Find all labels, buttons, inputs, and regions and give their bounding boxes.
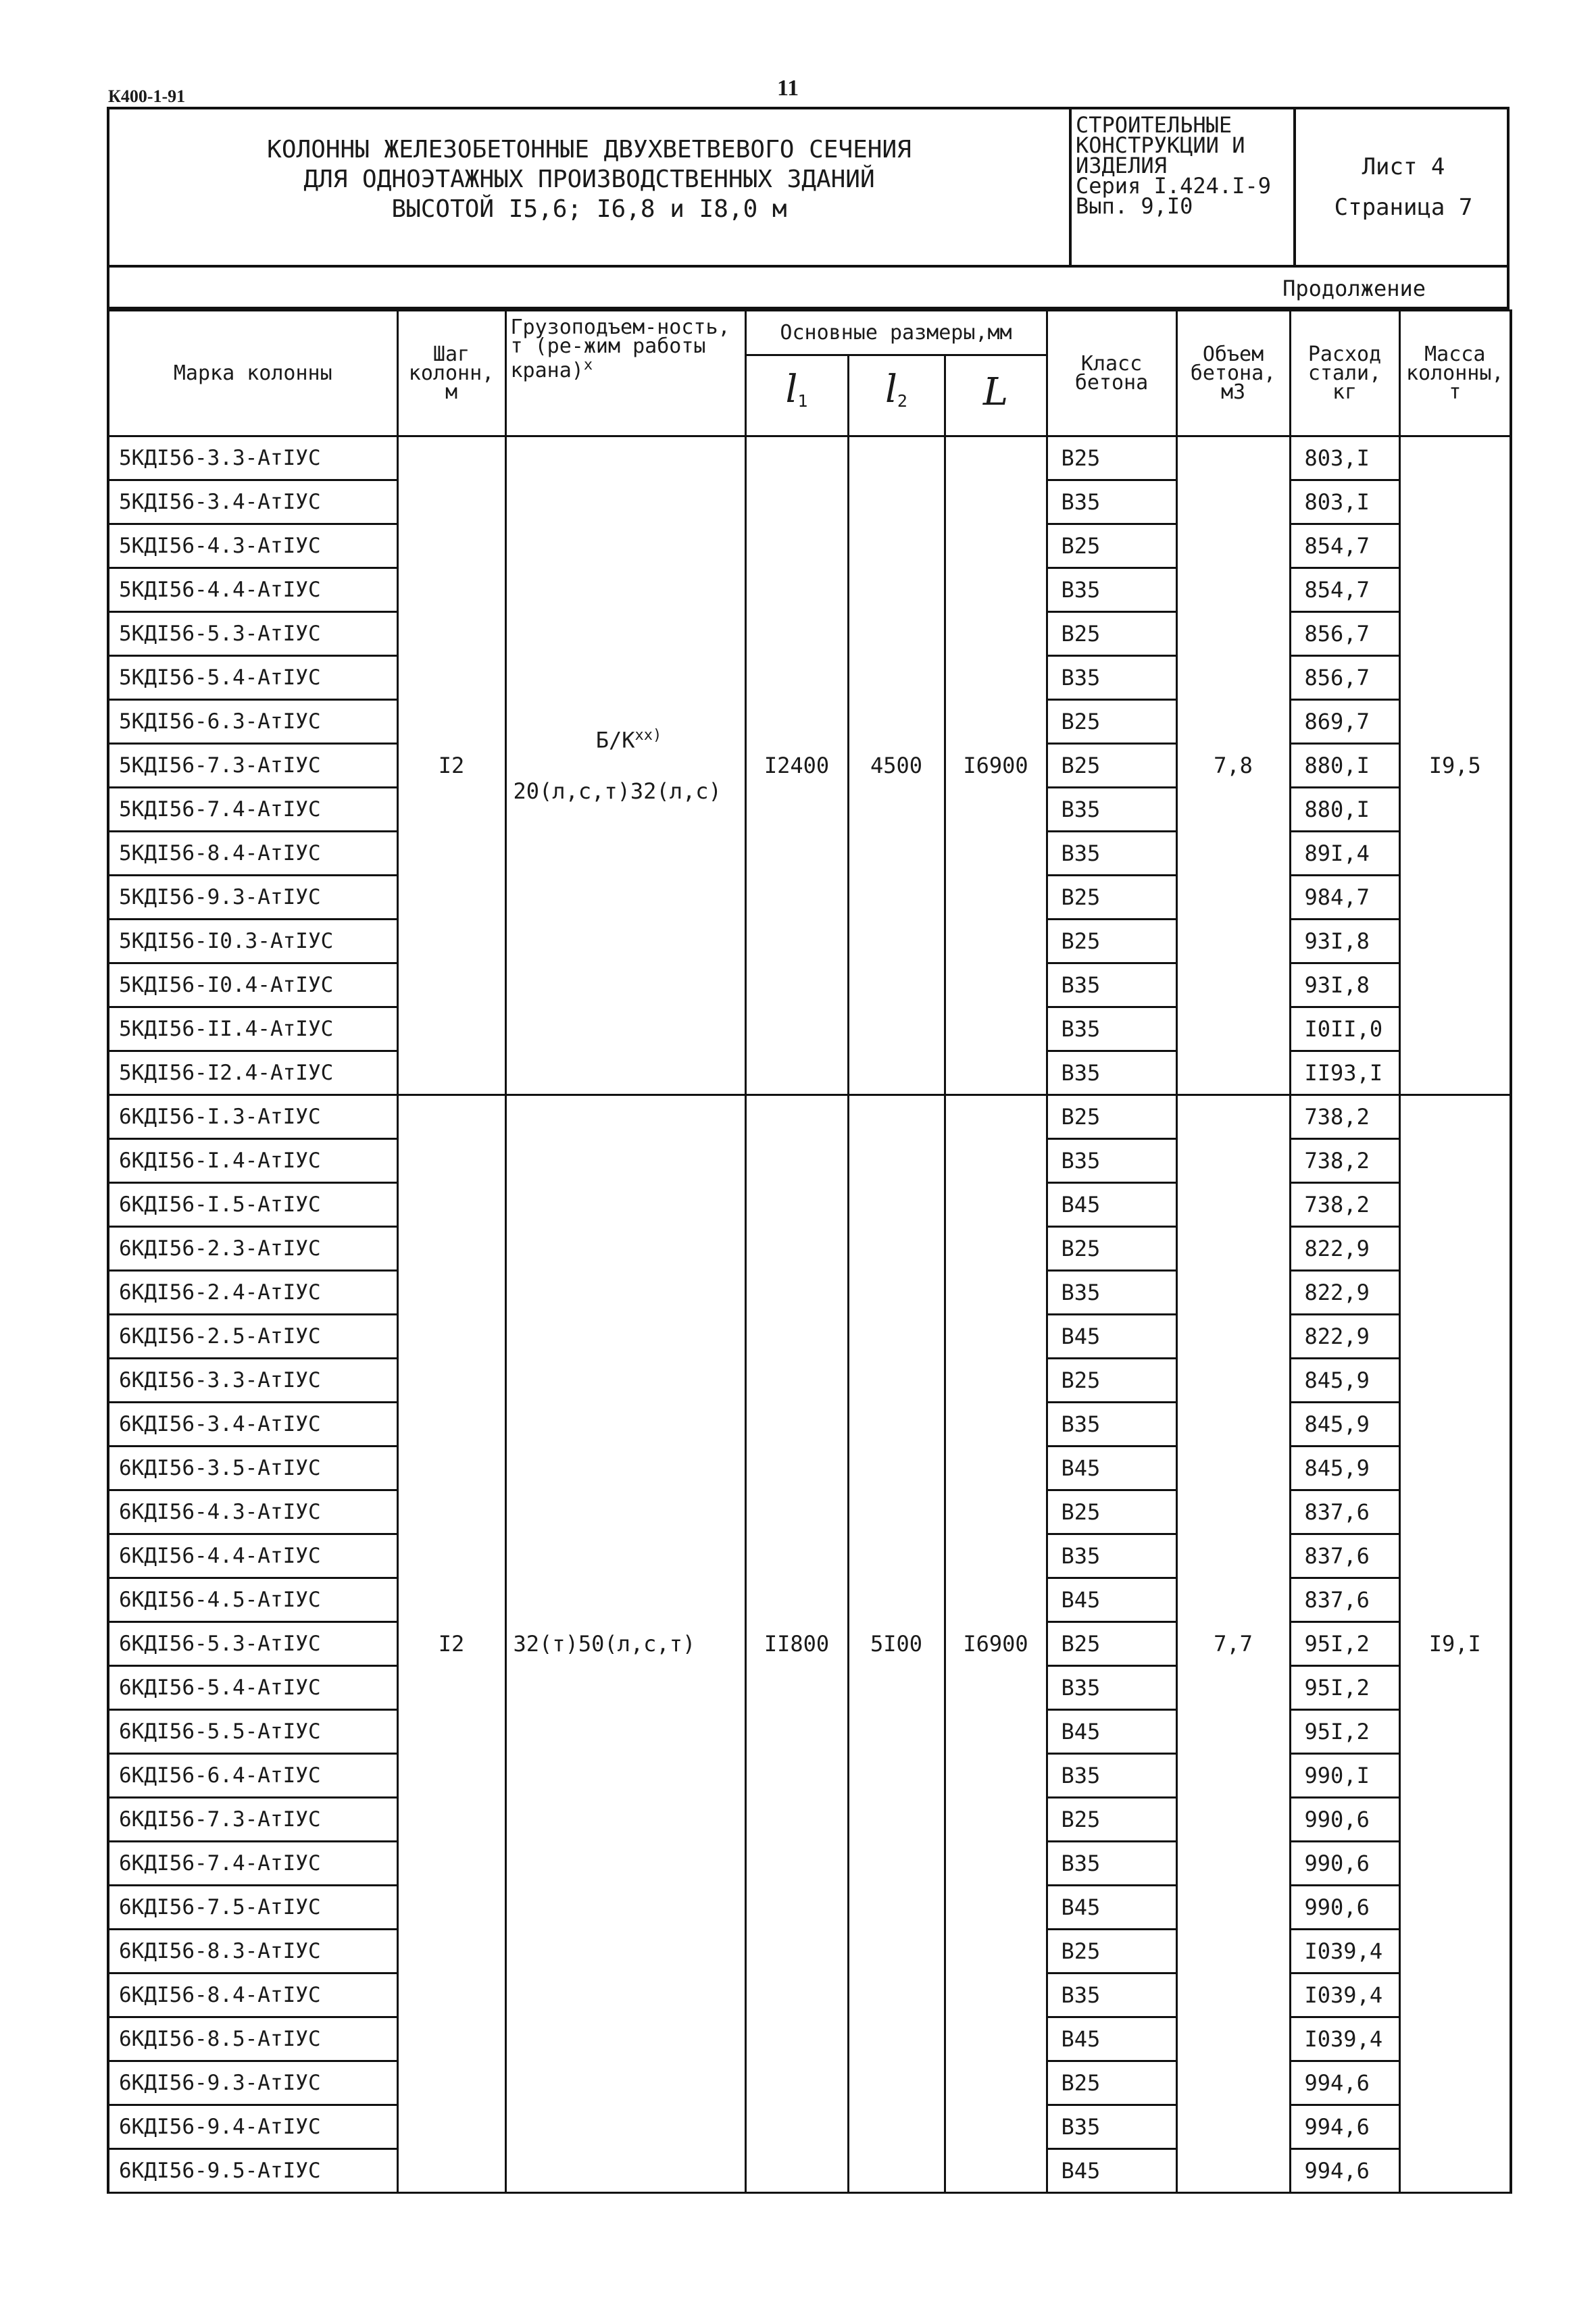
steel-consumption: 93I,8 [1290,963,1399,1007]
header-steel: Расход стали, кг [1290,311,1399,436]
steel-consumption: II93,I [1290,1051,1399,1095]
column-mark: 6КДI56-4.4-АтIУС [108,1534,397,1578]
header-class: Класс бетона [1047,311,1176,436]
column-mark: 6КДI56-8.3-АтIУС [108,1930,397,1973]
column-mark: 5КДI56-8.4-АтIУС [108,832,397,876]
series-line: КОНСТРУКЦИИ И [1076,132,1245,158]
concrete-class: В45 [1047,1183,1176,1227]
concrete-class: В35 [1047,656,1176,700]
steel-consumption: 856,7 [1290,656,1399,700]
steel-consumption: 822,9 [1290,1227,1399,1271]
crane-note [514,727,745,753]
steel-consumption: 990,6 [1290,1886,1399,1930]
column-mark: 6КДI56-8.5-АтIУС [108,2017,397,2061]
header-crane-note-mark: х [583,357,593,374]
column-step: I2 [397,1095,505,2193]
concrete-class: В45 [1047,2017,1176,2061]
dim-l1-value: I2400 [745,436,848,1095]
steel-consumption: 854,7 [1290,568,1399,612]
column-mark: 6КДI56-9.4-АтIУС [108,2105,397,2149]
table-row [108,436,1511,480]
steel-consumption: 738,2 [1290,1095,1399,1139]
column-mark: 6КДI56-I.5-АтIУС [108,1183,397,1227]
title-divider [1069,109,1072,265]
steel-consumption: 994,6 [1290,2061,1399,2105]
sheet-info [1299,147,1508,228]
concrete-class: В35 [1047,1403,1176,1447]
dim-L-value: I6900 [945,1095,1047,2193]
concrete-class: В35 [1047,1534,1176,1578]
concrete-class: В35 [1047,1007,1176,1051]
concrete-class: В25 [1047,744,1176,788]
header-volume: Объем бетона, м3 [1176,311,1290,436]
dim-l2-value: 4500 [848,436,945,1095]
continuation-label: Продолжение [1282,276,1426,301]
concrete-class: В25 [1047,1798,1176,1842]
column-mark: 6КДI56-3.5-АтIУС [108,1447,397,1490]
column-mark: 6КДI56-3.4-АтIУС [108,1403,397,1447]
dim-l2-value: 5I00 [848,1095,945,2193]
concrete-class: В25 [1047,700,1176,744]
concrete-class: В35 [1047,1973,1176,2017]
column-mark: 5КДI56-7.4-АтIУС [108,788,397,832]
column-mark: 5КДI56-9.3-АтIУС [108,876,397,920]
header-mass: Масса колонны, т [1399,311,1511,436]
crane-note-text: Б/К [595,727,635,753]
steel-consumption: 854,7 [1290,524,1399,568]
column-mark: 6КДI56-7.5-АтIУС [108,1886,397,1930]
column-mark: 5КДI56-5.3-АтIУС [108,612,397,656]
steel-consumption: 845,9 [1290,1359,1399,1403]
concrete-class: В45 [1047,1447,1176,1490]
concrete-class: В45 [1047,1886,1176,1930]
steel-consumption: I0II,0 [1290,1007,1399,1051]
header-dim-l2: $l_2$ [848,355,945,436]
concrete-class: В45 [1047,1710,1176,1754]
document-code: К400-1-91 [108,86,186,106]
header-step: Шаг колонн, м [397,311,505,436]
concrete-class: В25 [1047,1490,1176,1534]
concrete-class: В35 [1047,1842,1176,1886]
series-line: ИЗДЕЛИЯ [1076,153,1167,178]
steel-consumption: 95I,2 [1290,1666,1399,1710]
concrete-class: В35 [1047,1139,1176,1183]
column-mark: 6КДI56-9.3-АтIУС [108,2061,397,2105]
steel-consumption: 845,9 [1290,1403,1399,1447]
concrete-volume: 7,7 [1176,1095,1290,2193]
concrete-class: В25 [1047,920,1176,963]
concrete-class: В25 [1047,1930,1176,1973]
steel-consumption: 738,2 [1290,1183,1399,1227]
column-mark: 5КДI56-4.3-АтIУС [108,524,397,568]
steel-consumption: 738,2 [1290,1139,1399,1183]
concrete-class: В25 [1047,2061,1176,2105]
concrete-class: В25 [1047,1359,1176,1403]
steel-consumption: 93I,8 [1290,920,1399,963]
steel-consumption: 869,7 [1290,700,1399,744]
concrete-class: В35 [1047,568,1176,612]
column-mark: 6КДI56-4.5-АтIУС [108,1578,397,1622]
column-mark: 6КДI56-4.3-АтIУС [108,1490,397,1534]
column-mark: 5КДI56-7.3-АтIУС [108,744,397,788]
concrete-class: В45 [1047,2149,1176,2193]
steel-consumption: 994,6 [1290,2149,1399,2193]
column-mark: 5КДI56-4.4-АтIУС [108,568,397,612]
steel-consumption: 994,6 [1290,2105,1399,2149]
concrete-class: В35 [1047,480,1176,524]
steel-consumption: I039,4 [1290,1973,1399,2017]
page-number: 11 [777,76,799,101]
concrete-class: В35 [1047,1271,1176,1315]
title-line: КОЛОННЫ ЖЕЛЕЗОБЕТОННЫЕ ДВУХВЕТВЕВОГО СЕЧЕНИЯ [267,136,912,164]
steel-consumption: 984,7 [1290,876,1399,920]
header-dim-L: L [945,355,1047,436]
series-info [1076,112,1299,219]
column-mark: 6КДI56-2.4-АтIУС [108,1271,397,1315]
steel-consumption: 990,6 [1290,1842,1399,1886]
concrete-class: В25 [1047,1095,1176,1139]
steel-consumption: 822,9 [1290,1271,1399,1315]
concrete-class: В35 [1047,2105,1176,2149]
page-label: Страница 7 [1334,194,1473,221]
concrete-class: В35 [1047,1666,1176,1710]
crane-capacity [505,1095,745,2193]
columns-table [107,309,1512,2194]
concrete-class: В35 [1047,963,1176,1007]
series-line: Вып. 9,I0 [1076,193,1193,219]
crane-capacity [505,436,745,1095]
header-crane-text: Грузоподъем-ность, т (ре-жим работы крана) [510,316,730,382]
concrete-class: В25 [1047,1622,1176,1666]
column-mark: 6КДI56-8.4-АтIУС [108,1973,397,2017]
column-mark: 5КДI56-I0.4-АтIУС [108,963,397,1007]
column-mark: 6КДI56-I.3-АтIУС [108,1095,397,1139]
column-mass: I9,I [1399,1095,1511,2193]
steel-consumption: 880,I [1290,788,1399,832]
column-mark: 6КДI56-7.3-АтIУС [108,1798,397,1842]
crane-value: 32(т)50(л,с,т) [513,1631,696,1657]
steel-consumption: 845,9 [1290,1447,1399,1490]
dim-l1-value: II800 [745,1095,848,2193]
column-mark: 6КДI56-6.4-АтIУС [108,1754,397,1798]
steel-consumption: 856,7 [1290,612,1399,656]
title-line: ВЫСОТОЙ I5,6; I6,8 и I8,0 м [391,195,787,223]
column-mark: 6КДI56-2.3-АтIУС [108,1227,397,1271]
steel-consumption: 837,6 [1290,1534,1399,1578]
steel-consumption: 880,I [1290,744,1399,788]
steel-consumption: 990,6 [1290,1798,1399,1842]
dim-L-value: I6900 [945,436,1047,1095]
concrete-class: В25 [1047,436,1176,480]
column-mass: I9,5 [1399,436,1511,1095]
steel-consumption: 95I,2 [1290,1622,1399,1666]
document-title [109,135,1069,224]
column-mark: 6КДI56-2.5-АтIУС [108,1315,397,1359]
column-mark: 6КДI56-3.3-АтIУС [108,1359,397,1403]
concrete-class: В35 [1047,1754,1176,1798]
column-mark: 5КДI56-6.3-АтIУС [108,700,397,744]
column-mark: 6КДI56-I.4-АтIУС [108,1139,397,1183]
steel-consumption: 990,I [1290,1754,1399,1798]
column-mark: 5КДI56-II.4-АтIУС [108,1007,397,1051]
crane-value: 20(л,с,т)32(л,с) [513,778,722,805]
steel-consumption: 803,I [1290,480,1399,524]
steel-consumption: 822,9 [1290,1315,1399,1359]
column-mark: 5КДI56-5.4-АтIУС [108,656,397,700]
column-mark: 5КДI56-I2.4-АтIУС [108,1051,397,1095]
concrete-class: В25 [1047,876,1176,920]
column-mark: 5КДI56-I0.3-АтIУС [108,920,397,963]
title-block [107,107,1510,268]
column-mark: 6КДI56-5.5-АтIУС [108,1710,397,1754]
steel-consumption: 837,6 [1290,1490,1399,1534]
concrete-class: В25 [1047,1227,1176,1271]
steel-consumption: 89I,4 [1290,832,1399,876]
series-line: СТРОИТЕЛЬНЫЕ [1076,112,1232,138]
header-mark: Марка колонны [108,311,397,436]
title-divider [1293,109,1296,265]
column-step: I2 [397,436,505,1095]
column-mark: 6КДI56-5.4-АтIУС [108,1666,397,1710]
steel-consumption: 837,6 [1290,1578,1399,1622]
series-line: Серия I.424.I-9 [1076,173,1271,199]
column-mark: 6КДI56-7.4-АтIУС [108,1842,397,1886]
concrete-class: В35 [1047,1051,1176,1095]
concrete-volume: 7,8 [1176,436,1290,1095]
concrete-class: В35 [1047,832,1176,876]
header-dim-l1: $l_1$ [745,355,848,436]
crane-note-mark: хх) [634,726,662,744]
table-body [108,436,1511,2193]
steel-consumption: 803,I [1290,436,1399,480]
steel-consumption: 95I,2 [1290,1710,1399,1754]
title-line: ДЛЯ ОДНОЭТАЖНЫХ ПРОИЗВОДСТВЕННЫХ ЗДАНИЙ [303,166,875,193]
column-mark: 5КДI56-3.4-АтIУС [108,480,397,524]
header-crane [505,311,745,436]
steel-consumption: I039,4 [1290,1930,1399,1973]
concrete-class: В45 [1047,1578,1176,1622]
column-mark: 5КДI56-3.3-АтIУС [108,436,397,480]
concrete-class: В35 [1047,788,1176,832]
column-mark: 6КДI56-9.5-АтIУС [108,2149,397,2193]
header-dims: Основные размеры,мм [745,311,1047,355]
concrete-class: В45 [1047,1315,1176,1359]
table-row [108,1095,1511,1139]
concrete-class: В25 [1047,612,1176,656]
steel-consumption: I039,4 [1290,2017,1399,2061]
continuation-strip [107,268,1510,309]
column-mark: 6КДI56-5.3-АтIУС [108,1622,397,1666]
concrete-class: В25 [1047,524,1176,568]
sheet-label: Лист 4 [1362,153,1445,180]
